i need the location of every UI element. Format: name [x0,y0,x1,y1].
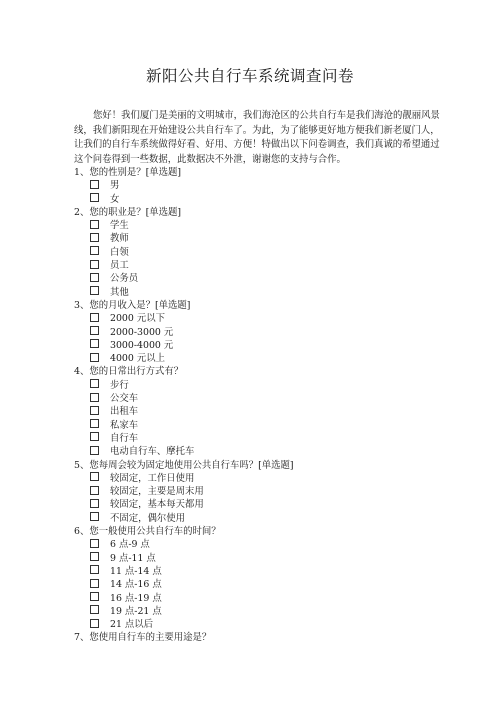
checkbox-icon[interactable] [90,512,99,521]
checkbox-icon[interactable] [90,313,99,322]
option-item[interactable] [74,339,474,352]
option-label: 公交车 [110,393,139,405]
option-label: 19 点-21 点 [110,605,162,617]
checkbox-icon[interactable] [90,220,99,229]
option-label: 私家车 [110,419,139,431]
option-label: 其他 [110,286,129,298]
option-label: 21 点以后 [110,619,154,631]
option-label: 9 点-11 点 [110,552,156,564]
option-item[interactable] [74,432,474,445]
option-label: 16 点-19 点 [110,592,162,604]
checkbox-icon[interactable] [90,605,99,614]
option-item[interactable] [74,219,474,232]
checkbox-icon[interactable] [90,193,99,202]
checkbox-icon[interactable] [90,592,99,601]
option-item[interactable] [74,618,474,631]
option-item[interactable] [74,286,474,299]
question-text: 4、您的日常出行方式有？ [74,366,184,378]
question-text: 3、您的月收入是？[单选题] [74,299,191,311]
option-item[interactable] [74,512,474,525]
checkbox-icon[interactable] [90,472,99,481]
question-text: 1、您的性别是？[单选题] [74,167,182,178]
option-label: 6 点-9 点 [110,539,150,551]
option-item[interactable] [74,193,474,206]
option-item[interactable] [74,246,474,259]
checkbox-icon[interactable] [90,286,99,295]
checkbox-icon[interactable] [90,353,99,362]
option-item[interactable] [74,232,474,245]
option-label: 男 [110,180,120,192]
intro-line: 线，我们新阳现在开始建设公共自行车了。为此，为了能够更好地方便我们新老厦门人， [74,124,440,136]
option-item[interactable] [74,326,474,339]
option-item[interactable] [74,272,474,285]
option-item[interactable] [74,419,474,432]
intro-line: 这个问卷得到一些数据，此数据决不外泄，谢谢您的支持与合作。 [74,153,346,165]
option-label: 白领 [110,246,129,258]
option-item[interactable] [74,605,474,618]
option-item[interactable] [74,405,474,418]
option-label: 2000 元以下 [110,313,165,325]
checkbox-icon[interactable] [90,419,99,428]
checkbox-icon[interactable] [90,246,99,255]
option-item[interactable] [74,352,474,365]
option-item[interactable] [74,498,474,511]
option-label: 出租车 [110,406,139,418]
checkbox-icon[interactable] [90,180,99,189]
question-text: 7、您使用自行车的主要用途是？ [74,632,212,644]
checkbox-icon[interactable] [90,393,99,402]
option-item[interactable] [74,565,474,578]
option-item[interactable] [74,592,474,605]
checkbox-icon[interactable] [90,432,99,441]
option-label: 员工 [110,260,129,272]
option-item[interactable] [74,578,474,591]
question-text: 6、您一般使用公共自行车的时间？ [74,526,221,538]
option-label: 14 点-16 点 [110,579,162,591]
option-label: 女 [110,193,120,205]
option-item[interactable] [74,485,474,498]
option-item[interactable] [74,472,474,485]
option-item[interactable] [74,179,474,192]
intro-line: 您好！我们厦门是美丽的文明城市，我们海沧区的公共自行车是我们海沧的靓丽风景 [93,110,440,121]
question-list [74,166,474,645]
question-text: 5、您每周会较为固定地使用公共自行车吗？[单选题] [74,459,294,471]
checkbox-icon[interactable] [90,233,99,242]
question-text: 2、您的职业是？[单选题] [74,206,182,218]
option-item[interactable] [74,392,474,405]
option-label: 3000-4000 元 [110,339,174,351]
checkbox-icon[interactable] [90,499,99,508]
checkbox-icon[interactable] [90,339,99,348]
page-title: 新阳公共自行车系统调查问卷 [145,67,354,85]
checkbox-icon[interactable] [90,486,99,495]
option-label: 较固定，基本每天都用 [110,499,204,511]
option-item[interactable] [74,538,474,551]
intro-line: 让我们的自行车系统做得好看、好用、方便！特做出以下问卷调查，我们真诚的希望通过 [74,139,440,151]
checkbox-icon[interactable] [90,552,99,561]
checkbox-icon[interactable] [90,406,99,415]
checkbox-icon[interactable] [90,539,99,548]
checkbox-icon[interactable] [90,579,99,588]
option-label: 11 点-14 点 [110,565,162,577]
checkbox-icon[interactable] [90,446,99,455]
option-label: 较固定，主要是周末用 [110,486,204,498]
option-label: 公务员 [110,273,139,285]
option-label: 电动自行车、摩托车 [110,446,195,458]
option-label: 不固定，偶尔使用 [110,512,186,524]
option-label: 教师 [110,233,129,245]
checkbox-icon[interactable] [90,260,99,269]
option-label: 较固定，工作日使用 [110,472,195,484]
option-label: 步行 [110,379,129,391]
option-label: 2000-3000 元 [110,326,174,338]
option-item[interactable] [74,259,474,272]
intro-paragraph [74,109,452,167]
checkbox-icon[interactable] [90,273,99,282]
option-item[interactable] [74,445,474,458]
checkbox-icon[interactable] [90,619,99,628]
option-item[interactable] [74,379,474,392]
option-label: 自行车 [110,432,139,444]
option-item[interactable] [74,552,474,565]
checkbox-icon[interactable] [90,326,99,335]
option-label: 4000 元以上 [110,353,165,365]
option-label: 学生 [110,220,129,232]
checkbox-icon[interactable] [90,565,99,574]
option-item[interactable] [74,312,474,325]
checkbox-icon[interactable] [90,379,99,388]
